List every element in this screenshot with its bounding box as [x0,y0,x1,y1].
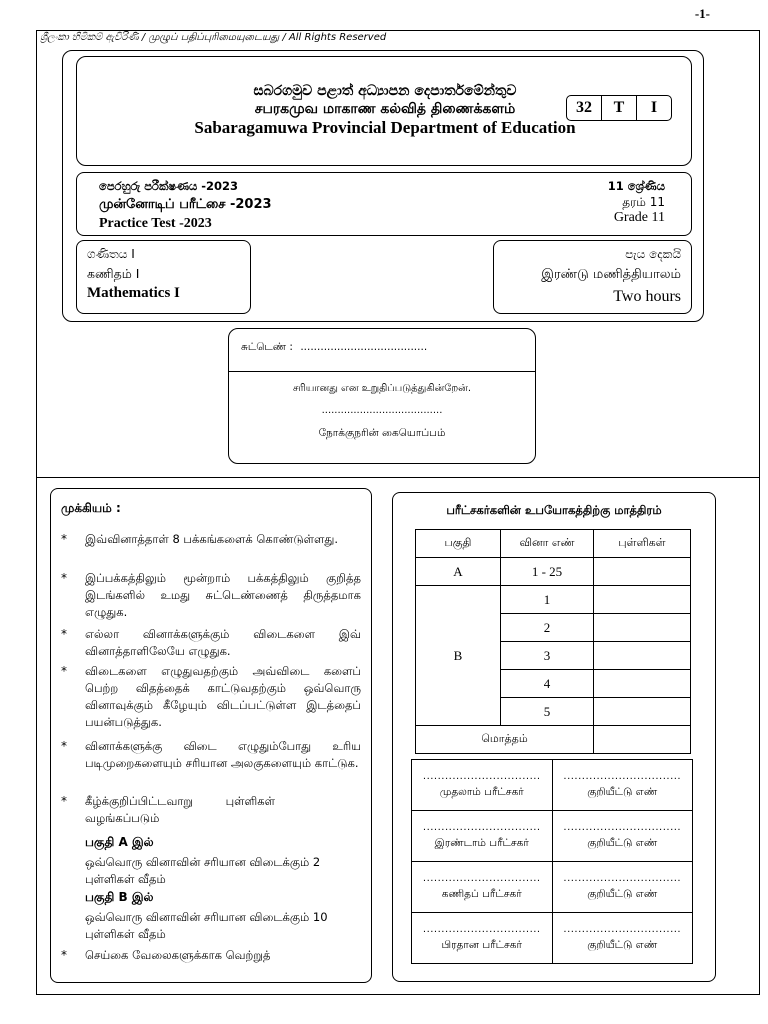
instruction-text: வினாக்களுக்கு விடை எழுதும்போது உரிய படிமுறைகளையும் சரியான அலகுகளையும் காட்டுக. [85,739,361,770]
table-row [416,586,691,614]
signature-cell[interactable] [412,811,553,862]
signature-cell[interactable] [412,913,553,964]
instruction-item [61,626,361,660]
signature-dots: ................................ [563,872,682,884]
header-part: பகுதி [416,530,501,558]
signature-cell[interactable] [412,760,553,811]
examiner-role-label: கணிதப் பரீட்சகர் [441,887,522,900]
code-cell[interactable] [552,913,693,964]
duration-english: Two hours [613,288,681,305]
rights-reserved-line: ශ්‍රීලංකා හිමිකම් ඇවිරිණි / முழுப் பதிப்புரிமையுடையது / All Rights Reserved [40,32,387,43]
supervisor-signature-label: நோக்குநரின் கையொப்பம் [318,427,446,439]
exam-sinhala: පෙරහුරු පරීක්ෂණය -2023 [99,179,239,193]
duration-box [493,240,692,314]
signature-dots: ................................ [563,821,682,833]
instruction-text: இப்பக்கத்திலும் மூன்றாம் பக்கத்திலும் குறித்த இடங்களில் உமது சுட்டெண்ணைத் திருத்தமாக எழுதுக. [85,571,361,619]
total-marks-cell[interactable] [594,726,691,754]
marks-cell[interactable] [594,698,691,726]
signature-row [412,913,693,964]
signature-dots: ................................ [563,923,682,935]
index-number-field[interactable]: ...................................... [300,341,428,353]
grade-english: Grade 11 [613,210,665,225]
exam-tamil: முன்னோடிப் பரீட்சை -2023 [99,197,272,212]
total-label-cell: மொத்தம் [416,726,594,754]
subject-english: Mathematics I [87,285,180,301]
instructions-box [50,488,372,983]
code-number-label: குறியீட்டு எண் [587,836,658,849]
instructions-title: முக்கியம் : [61,501,121,515]
instruction-item [61,947,361,964]
paper-code-number: 32 [567,96,602,120]
table-row [416,558,691,586]
bullet-star-icon: * [61,794,67,808]
part-b-title: பகுதி B இல் [85,890,154,904]
question-cell: 3 [501,642,594,670]
marks-cell[interactable] [594,586,691,614]
signature-cell[interactable] [412,862,553,913]
bullet-star-icon: * [61,948,67,962]
bullet-star-icon: * [61,571,67,585]
bullet-star-icon: * [61,627,67,641]
table-row [416,726,691,754]
part-a-title: பகுதி A இல் [85,835,154,849]
signature-dots: ................................ [422,872,541,884]
question-cell: 2 [501,614,594,642]
paper-code-medium: T [602,96,637,120]
signature-dots: ................................ [422,770,541,782]
supervisor-signature-field[interactable]: ...................................... [321,405,443,416]
question-cell: 5 [501,698,594,726]
signature-row [412,760,693,811]
code-number-label: குறியீட்டு எண் [587,785,658,798]
department-tamil: சபரகமுவ மாகாண கல்வித் திணைக்களம் [254,101,516,117]
exam-box [76,172,692,236]
subject-sinhala: ගණිතය I [87,247,135,261]
grade-tamil: தரம் 11 [622,195,665,209]
question-cell: 1 [501,586,594,614]
marks-cell[interactable] [594,558,691,586]
code-number-label: குறியீட்டு எண் [587,938,658,951]
question-cell: 4 [501,670,594,698]
grade-sinhala: 11 ශ්‍රේණිය [607,179,665,193]
instruction-item [61,570,361,621]
instruction-item [61,663,361,731]
section-divider [36,477,760,478]
part-a-range-cell: 1 - 25 [501,558,594,586]
index-number-box [228,328,536,464]
instruction-item [61,793,361,827]
examiner-role-label: முதலாம் பரீட்சகர் [439,785,524,798]
index-number-row [241,341,427,354]
subject-box [76,240,251,314]
signature-dots: ................................ [422,923,541,935]
marks-cell[interactable] [594,614,691,642]
part-b-cell: B [416,586,501,726]
exam-english: Practice Test -2023 [99,216,212,231]
header-question-no: வினா எண் [501,530,594,558]
duration-sinhala: පැය දෙකයි [625,247,681,261]
index-number-label: சுட்டெண் : [241,341,293,353]
instruction-item [61,738,361,772]
examiner-role-label: பிரதான பரீட்சகர் [441,938,522,951]
paper-code [566,95,672,121]
part-b-text: ஒவ்வொரு வினாவின் சரியான விடைக்கும் 10 புள்ளிகள் வீதம் [85,910,328,941]
examiner-use-box [392,492,716,982]
examiner-title: பரீட்சகர்களின் உபயோகத்திற்கு மாத்திரம் [446,503,662,517]
header-marks: புள்ளிகள் [594,530,691,558]
code-cell[interactable] [552,862,693,913]
signature-row [412,862,693,913]
instruction-item [61,531,361,548]
signature-dots: ................................ [563,770,682,782]
marks-cell[interactable] [594,642,691,670]
code-number-label: குறியீட்டு எண் [587,887,658,900]
signature-row [412,811,693,862]
paper-code-part: I [650,99,658,116]
code-cell[interactable] [552,811,693,862]
bullet-star-icon: * [61,532,67,546]
bullet-star-icon: * [61,664,67,678]
index-divider [229,371,535,372]
part-a-cell: A [416,558,501,586]
certify-text: சரியானது என உறுதிப்படுத்துகின்றேன். [292,383,472,394]
instruction-text: கீழ்க்குறிப்பிட்டவாறு புள்ளிகள் வழங்கப்படும் [85,794,275,825]
part-a-text: ஒவ்வொரு வினாவின் சரியான விடைக்கும் 2 புள்ளிகள் வீதம் [85,855,321,886]
examiner-signature-table [411,759,693,964]
marks-table [415,529,691,754]
instruction-text: இவ்வினாத்தாள் 8 பக்கங்களைக் கொண்டுள்ளது. [85,532,338,546]
department-sinhala: සබරගමුව පළාත් අධ්‍යාපන දෙපාර්තමේන්තුව [253,83,517,99]
instruction-text: எல்லா வினாக்களுக்கும் விடைகளை இவ் வினாத்தாளிலேயே எழுதுக. [85,627,361,658]
table-header-row [416,530,691,558]
bullet-star-icon: * [61,739,67,753]
marks-cell[interactable] [594,670,691,698]
duration-tamil: இரண்டு மணித்தியாலம் [541,267,681,282]
subject-tamil: கணிதம் I [87,266,140,281]
instruction-text: செய்கை வேலைகளுக்காக வெற்றுத் [85,948,271,962]
signature-dots: ................................ [422,821,541,833]
examiner-role-label: இரண்டாம் பரீட்சகர் [434,836,529,849]
instruction-text: விடைகளை எழுதுவதற்கும் அவ்விடை களைப் பெற்ற விதத்தைக் காட்டுவதற்கும் ஒவ்வொரு வினாவுக்கும் கீழேயும் விடப்பட்டுள்ள இடத்தைப் பயன்படுத்துக. [85,664,361,729]
page-number: -1- [694,6,710,21]
department-english: Sabaragamuwa Provincial Department of Education [194,118,576,137]
code-cell[interactable] [552,760,693,811]
